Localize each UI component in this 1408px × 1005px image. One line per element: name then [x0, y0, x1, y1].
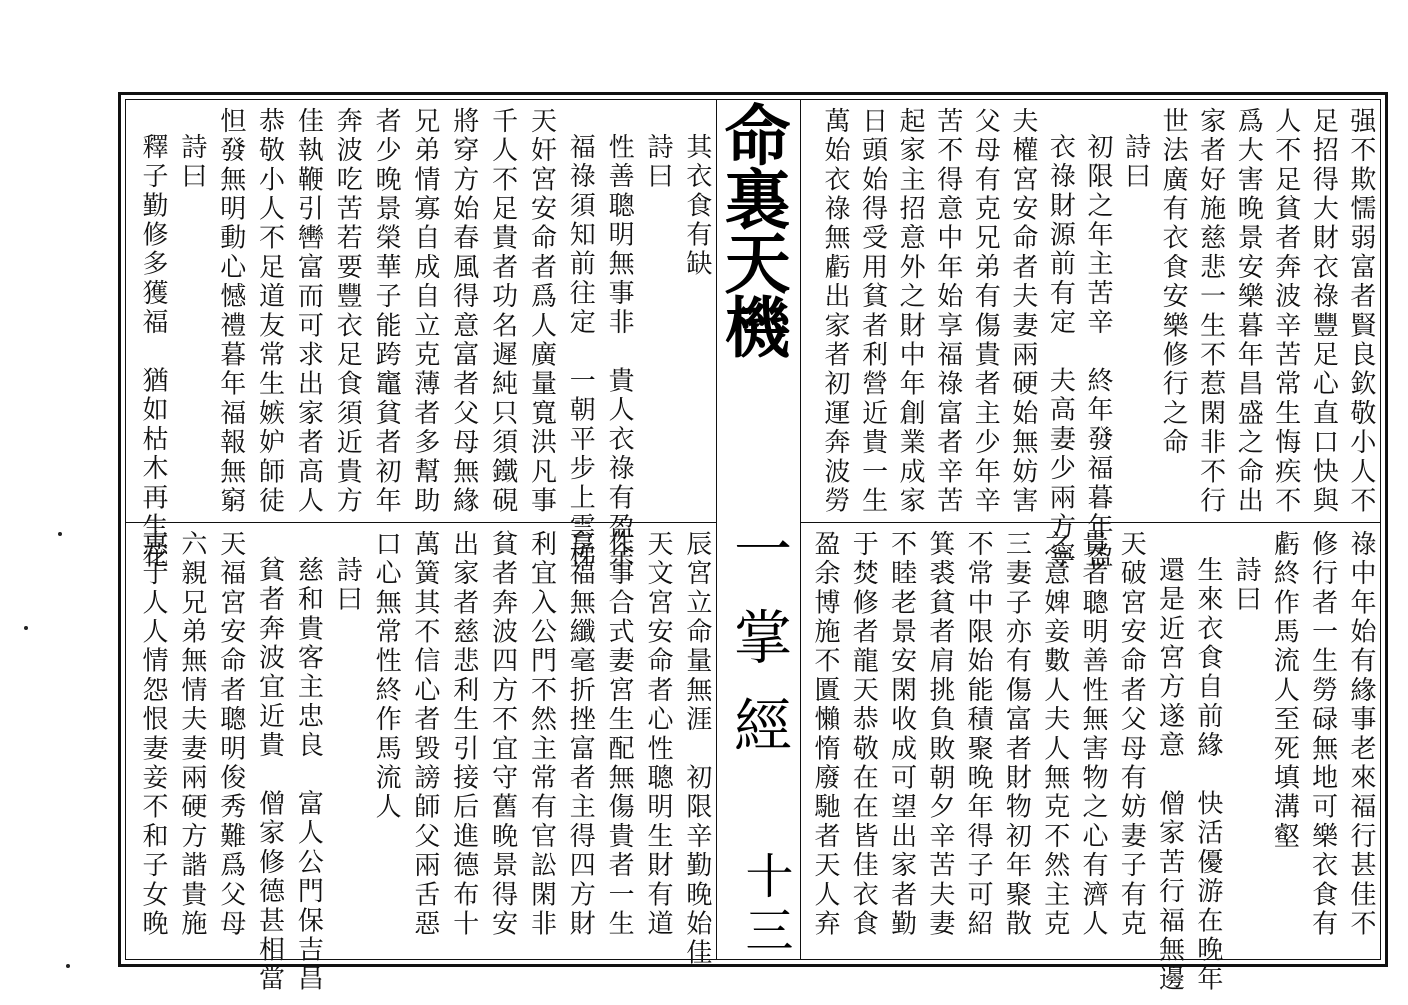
- text-column: 天奸宮安命者爲人廣量寬洪凡事: [526, 107, 557, 516]
- text-column: 夫權宮安命者夫妻兩硬始無妨害: [1007, 107, 1038, 516]
- text-column: 萬簧其不信心者毀謗師父兩舌惡: [409, 530, 440, 939]
- text-column: 天福宮安命者聰明俊秀難爲父母: [215, 530, 246, 939]
- text-column: 苦不得意中年始享福祿富者辛苦: [932, 107, 963, 516]
- text-column: 天破宮安命者父母有妨妻子有克: [1116, 530, 1147, 939]
- text-column: 詩曰: [642, 133, 673, 192]
- text-column: 虧終作馬流人至死填溝壑: [1269, 530, 1300, 852]
- text-column: 三妻子亦有傷富者財物初年聚散: [1001, 530, 1032, 939]
- text-column: 起家主招意外之財中年創業成家: [895, 107, 926, 516]
- text-column: 利宜入公門不然主常有官訟閑非: [526, 530, 557, 939]
- text-column: 慈和貴客主忠良 富人公門保吉昌: [293, 556, 324, 994]
- text-column: 兄弟情寡自成自立克薄者多幫助: [409, 107, 440, 516]
- text-column: 家者好施慈悲一生不惹閑非不行: [1195, 107, 1226, 516]
- text-block-bottom-left: [138, 530, 712, 994]
- speck: [24, 626, 28, 630]
- text-column: 天文宮安命者心性聰明生財有道: [642, 530, 673, 939]
- text-column: 釋子勤修多獲福 猶如枯木再生花: [138, 133, 168, 571]
- text-column: 貧者奔波宜近貴 僧家修德甚相當: [254, 556, 285, 994]
- text-column: 作事合式妻宮生配無傷貴者一生: [604, 530, 635, 939]
- text-column: 詩曰: [1231, 556, 1262, 615]
- text-column: 日頭始得受用貧者利營近貴一生: [857, 107, 888, 516]
- center-band-right-rule: [800, 99, 801, 960]
- text-column: 奔波吃苦若要豐衣足食須近貴方: [332, 107, 363, 516]
- text-block-top-left: [138, 107, 712, 571]
- text-column: 千人不足貴者功名遲純只須鐵硯: [487, 107, 518, 516]
- text-block-bottom-right: [810, 530, 1376, 994]
- text-block-top-right: [820, 107, 1376, 571]
- text-column: 出家者慈悲利生引接后進德布十: [448, 530, 479, 939]
- text-column: 佳執鞭引轡富而可求出家者高人: [293, 107, 324, 516]
- text-column: 盈余博施不匱懶惰廢馳者天人弃: [810, 530, 840, 939]
- text-column: 六親兄弟無情夫妻兩硬方諧貴施: [176, 530, 207, 939]
- text-column: 于焚修者龍天恭敬在在皆佳衣食: [848, 530, 879, 939]
- text-column: 福祿須知前往定 一朝平步上雲梯: [565, 133, 596, 571]
- text-column: 怛發無明動心憾禮暮年福報無窮: [215, 107, 246, 516]
- text-column: 者少晚景榮華子能跨竈貧者初年: [371, 107, 402, 516]
- text-column: 貧者奔波四方不宜守舊晚景得安: [487, 530, 518, 939]
- text-column: 初限之年主苦辛 終年發福暮年盈: [1082, 133, 1113, 571]
- text-column: 世法廣有衣食安樂修行之命: [1158, 107, 1189, 458]
- text-column: 口心無常性終作馬流人: [371, 530, 402, 822]
- book-subtitle: 一掌經: [724, 519, 792, 783]
- text-column: 詩曰: [332, 556, 363, 615]
- text-column: 享福無纖毫折挫富者主得四方財: [565, 530, 596, 939]
- text-column: 修行者一生勞碌無地可樂衣食有: [1307, 530, 1338, 939]
- text-column: 恭敬小人不足道友常生嫉妒師徒: [254, 107, 285, 516]
- text-column: 惠于人人情怨恨妻妾不和子女晚: [138, 530, 168, 939]
- text-column: 足招得大財衣祿豐足心直口快與: [1308, 107, 1339, 516]
- text-column: 不常中限始能積聚晚年得子可紹: [963, 530, 994, 939]
- text-column: 爲大害晚景安樂暮年昌盛之命出: [1233, 107, 1264, 516]
- text-column: 不睦老景安閑收成可望出家者勤: [886, 530, 917, 939]
- text-column: 祿中年始有緣事老來福行甚佳不: [1345, 530, 1376, 939]
- text-column: 辰宮立命量無涯 初限辛勤晚始佳: [681, 530, 712, 968]
- text-column: 性善聰明無事非 貴人衣祿有盈余: [604, 133, 635, 571]
- speck: [66, 964, 70, 968]
- text-column: 詩曰: [176, 133, 207, 192]
- text-column: 父母有克兄弟有傷貴者主少年辛: [970, 107, 1001, 516]
- text-column: 衣祿財源前有定 夫高妻少兩方寧: [1045, 133, 1076, 571]
- page-number: 十三: [737, 851, 793, 959]
- text-column: 其衣食有缺: [681, 133, 712, 279]
- text-column: 萬始衣祿無虧出家者初運奔波勞: [820, 107, 850, 516]
- speck: [58, 532, 62, 536]
- text-column: 人不足貧者奔波辛苦常生悔疾不: [1270, 107, 1301, 516]
- text-column: 詩曰: [1120, 133, 1151, 192]
- text-column: 箕裘貧者肩挑負敗朝夕辛苦夫妻: [924, 530, 955, 939]
- text-column: 將穿方始春風得意富者父母無緣: [448, 107, 479, 516]
- text-column: 强不欺懦弱富者賢良欽敬小人不: [1345, 107, 1376, 516]
- text-column: 貴者聰明善性無害物之心有濟人: [1077, 530, 1108, 939]
- text-column: 之意婢妾數人夫人無克不然主克: [1039, 530, 1070, 939]
- text-column: 還是近宮方遂意 僧家苦行福無邊: [1154, 556, 1185, 994]
- center-band: [713, 99, 800, 960]
- text-column: 生來衣食自前緣 快活優游在晚年: [1192, 556, 1223, 994]
- book-title: 命裏天機: [713, 101, 791, 357]
